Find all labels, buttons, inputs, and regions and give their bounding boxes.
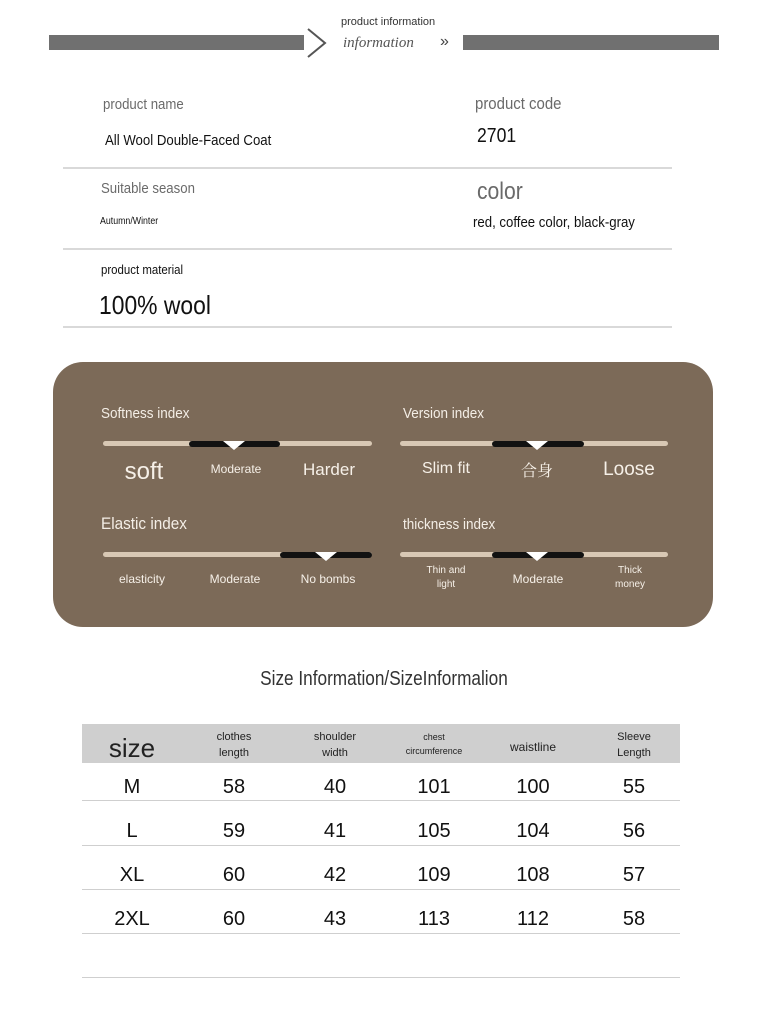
softness-option-soft: soft <box>124 458 164 485</box>
size-table-title-text: Size Information/SizeInformalion <box>260 668 508 690</box>
thickness-index-track <box>400 552 668 557</box>
header-clothes-length: clothes length <box>216 731 252 759</box>
table-cell: 100 <box>516 776 550 798</box>
table-cell: 42 <box>323 864 347 886</box>
arrow-right-icon <box>305 27 329 59</box>
table-cell: 58 <box>222 776 246 798</box>
table-cell: 41 <box>323 820 347 842</box>
row-divider <box>82 933 680 934</box>
header-bar-left <box>49 35 304 50</box>
version-index-track <box>400 441 668 446</box>
elastic-index-track <box>103 552 372 557</box>
table-cell: 58 <box>622 908 646 930</box>
header-shoulder-width: shoulder width <box>313 731 357 759</box>
softness-pointer-icon <box>223 441 245 450</box>
version-option-fit: 合身 <box>520 463 554 480</box>
table-cell: 109 <box>417 864 451 886</box>
softness-index-track <box>103 441 372 446</box>
header-waistline: waistline <box>509 740 557 754</box>
elastic-index-title: Elastic index <box>101 514 187 533</box>
row-divider <box>82 889 680 890</box>
row-divider <box>82 800 680 801</box>
version-pointer-icon <box>526 441 548 450</box>
material-value: 100% wool <box>99 290 211 320</box>
color-label: color <box>477 178 523 205</box>
row-divider <box>82 845 680 846</box>
header-bar-right <box>463 35 719 50</box>
double-chevron-icon: » <box>440 33 449 50</box>
table-cell: 108 <box>516 864 550 886</box>
elastic-pointer-icon <box>315 552 337 561</box>
table-cell: 104 <box>516 820 550 842</box>
table-cell: 57 <box>622 864 646 886</box>
size-table-title <box>0 668 768 691</box>
table-cell: 101 <box>417 776 451 798</box>
softness-index-title: Softness index <box>101 405 190 422</box>
table-cell: 60 <box>222 864 246 886</box>
divider <box>63 248 672 250</box>
table-cell: 55 <box>622 776 646 798</box>
elastic-option-elasticity: elasticity <box>118 572 166 586</box>
divider <box>63 326 672 328</box>
version-option-slim-fit: Slim fit <box>422 460 470 477</box>
thickness-option-thick: Thick money <box>614 565 645 590</box>
header-script-title: information <box>343 35 414 51</box>
version-index-title: Version index <box>403 405 485 422</box>
color-value: red, coffee color, black-gray <box>473 214 635 231</box>
elastic-option-no-bombs: No bombs <box>300 572 356 586</box>
header-caption: product information <box>341 16 436 28</box>
thickness-index-title: thickness index <box>403 516 496 533</box>
thickness-option-thin: Thin and light <box>426 565 466 590</box>
thickness-option-moderate: Moderate <box>512 572 564 586</box>
table-cell: 105 <box>417 820 451 842</box>
product-code-value: 2701 <box>477 125 517 147</box>
table-cell: 59 <box>222 820 246 842</box>
table-cell: L <box>126 820 138 842</box>
elastic-option-moderate: Moderate <box>209 572 261 586</box>
table-cell: 113 <box>418 908 450 930</box>
table-cell: 60 <box>222 908 246 930</box>
product-name-value: All Wool Double-Faced Coat <box>105 132 272 149</box>
season-value: Autumn/Winter <box>100 216 159 227</box>
product-name-label: product name <box>103 96 184 113</box>
product-code-label: product code <box>475 94 562 113</box>
table-cell: 2XL <box>114 908 150 930</box>
header-sleeve-length: Sleeve Length <box>617 731 651 759</box>
version-option-loose: Loose <box>603 459 655 480</box>
season-label: Suitable season <box>101 180 195 197</box>
table-cell: 56 <box>622 820 646 842</box>
size-table-header <box>82 724 680 763</box>
table-cell: 112 <box>517 908 549 930</box>
row-divider <box>82 977 680 978</box>
thickness-pointer-icon <box>526 552 548 561</box>
table-cell: M <box>123 776 141 798</box>
softness-option-harder: Harder <box>303 460 355 479</box>
material-label: product material <box>101 262 184 277</box>
softness-option-moderate: Moderate <box>210 462 262 476</box>
divider <box>63 167 672 169</box>
header-size: size <box>108 733 156 763</box>
header-chest-circumference: chest circumference <box>405 732 463 756</box>
table-cell: 43 <box>323 908 347 930</box>
table-cell: 40 <box>323 776 347 798</box>
table-cell: XL <box>119 864 145 886</box>
